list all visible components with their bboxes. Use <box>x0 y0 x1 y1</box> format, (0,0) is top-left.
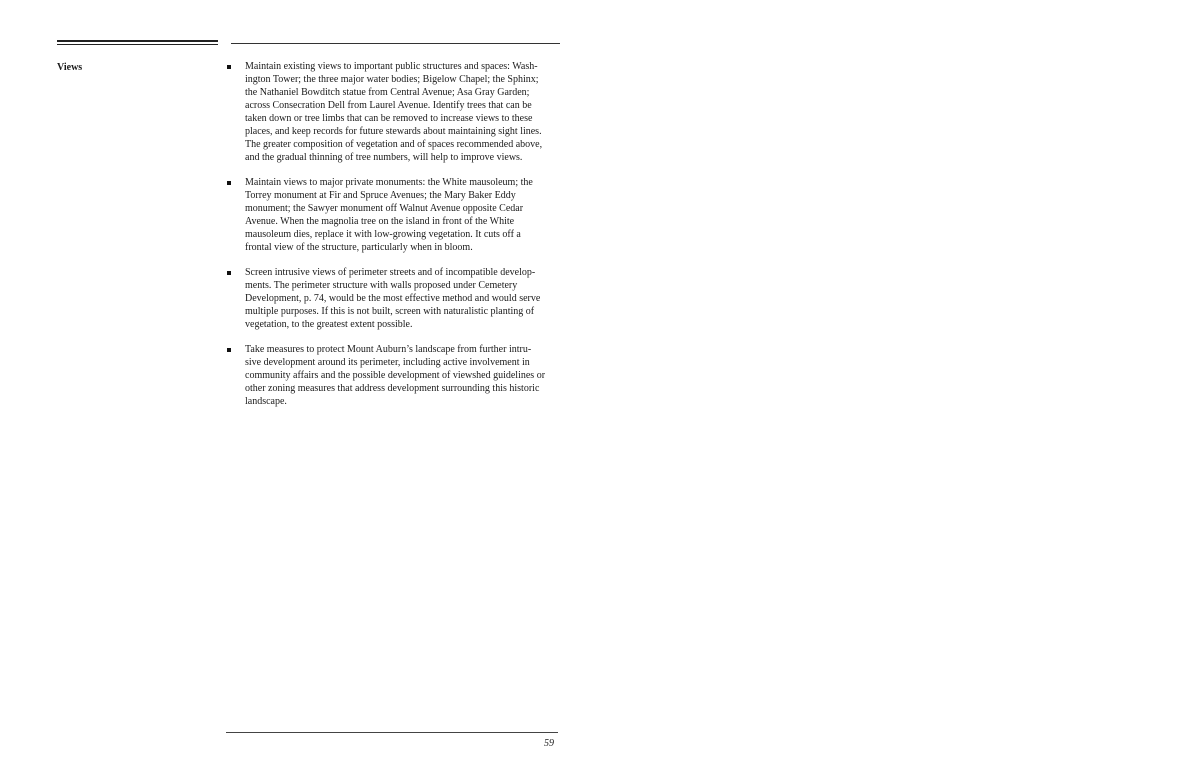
bullet-square-icon <box>227 65 231 69</box>
bullet-text-line: Screen intrusive views of perimeter streets and of incompatible develop- <box>245 267 536 278</box>
bullet-text-line: ments. The perimeter structure with walls proposed under Cemetery <box>245 280 518 291</box>
bullet-square-icon <box>227 271 231 275</box>
bullet-text-line: taken down or tree limbs that can be removed to increase views to these <box>245 113 533 124</box>
bullet-text-line: landscape. <box>245 396 287 407</box>
header-rule-double-top <box>57 40 218 42</box>
bullet-item <box>227 266 562 331</box>
bullet-text-line: Maintain existing views to important public structures and spaces: Wash- <box>245 61 538 72</box>
bullet-text-line: Torrey monument at Fir and Spruce Avenues; the Mary Baker Eddy <box>245 190 516 201</box>
bullet-text-line: frontal view of the structure, particularly when in bloom. <box>245 242 473 253</box>
bullet-text-line: other zoning measures that address development surrounding this historic <box>245 383 540 394</box>
bullet-text-line: ington Tower; the three major water bodies; Bigelow Chapel; the Sphinx; <box>245 74 539 85</box>
section-label: Views <box>57 62 83 73</box>
bullet-text-line: sive development around its perimeter, including active involvement in <box>245 357 530 368</box>
bullet-list <box>227 60 562 420</box>
page-number: 59 <box>544 738 554 749</box>
bullet-text-line: across Consecration Dell from Laurel Avenue. Identify trees that can be <box>245 100 532 111</box>
bullet-text-line: mausoleum dies, replace it with low-growing vegetation. It cuts off a <box>245 229 521 240</box>
bullet-text-line: Maintain views to major private monuments: the White mausoleum; the <box>245 177 533 188</box>
bullet-text-line: multiple purposes. If this is not built, screen with naturalistic planting of <box>245 306 535 317</box>
bullet-text-line: community affairs and the possible development of viewshed guidelines or <box>245 370 546 381</box>
bullet-text-line: places, and keep records for future stewards about maintaining sight lines. <box>245 126 542 137</box>
header-rule <box>231 43 560 44</box>
bullet-text-line: Take measures to protect Mount Auburn’s landscape from further intru- <box>245 344 532 355</box>
bullet-text-line: vegetation, to the greatest extent possible. <box>245 319 413 330</box>
bullet-text-line: the Nathaniel Bowditch statue from Central Avenue; Asa Gray Garden; <box>245 87 530 98</box>
bullet-square-icon <box>227 348 231 352</box>
bullet-item <box>227 343 562 408</box>
header-rule-double-bottom <box>57 44 218 45</box>
bullet-text-line: Development, p. 74, would be the most effective method and would serve <box>245 293 541 304</box>
bullet-text-line: and the gradual thinning of tree numbers, will help to improve views. <box>245 152 523 163</box>
bullet-square-icon <box>227 181 231 185</box>
bullet-item <box>227 176 562 254</box>
bullet-item <box>227 60 562 164</box>
bullet-text-line: Avenue. When the magnolia tree on the island in front of the White <box>245 216 515 227</box>
footer-rule <box>226 732 558 733</box>
bullet-text-line: The greater composition of vegetation and of spaces recommended above, <box>245 139 543 150</box>
bullet-text-line: monument; the Sawyer monument off Walnut Avenue opposite Cedar <box>245 203 524 214</box>
